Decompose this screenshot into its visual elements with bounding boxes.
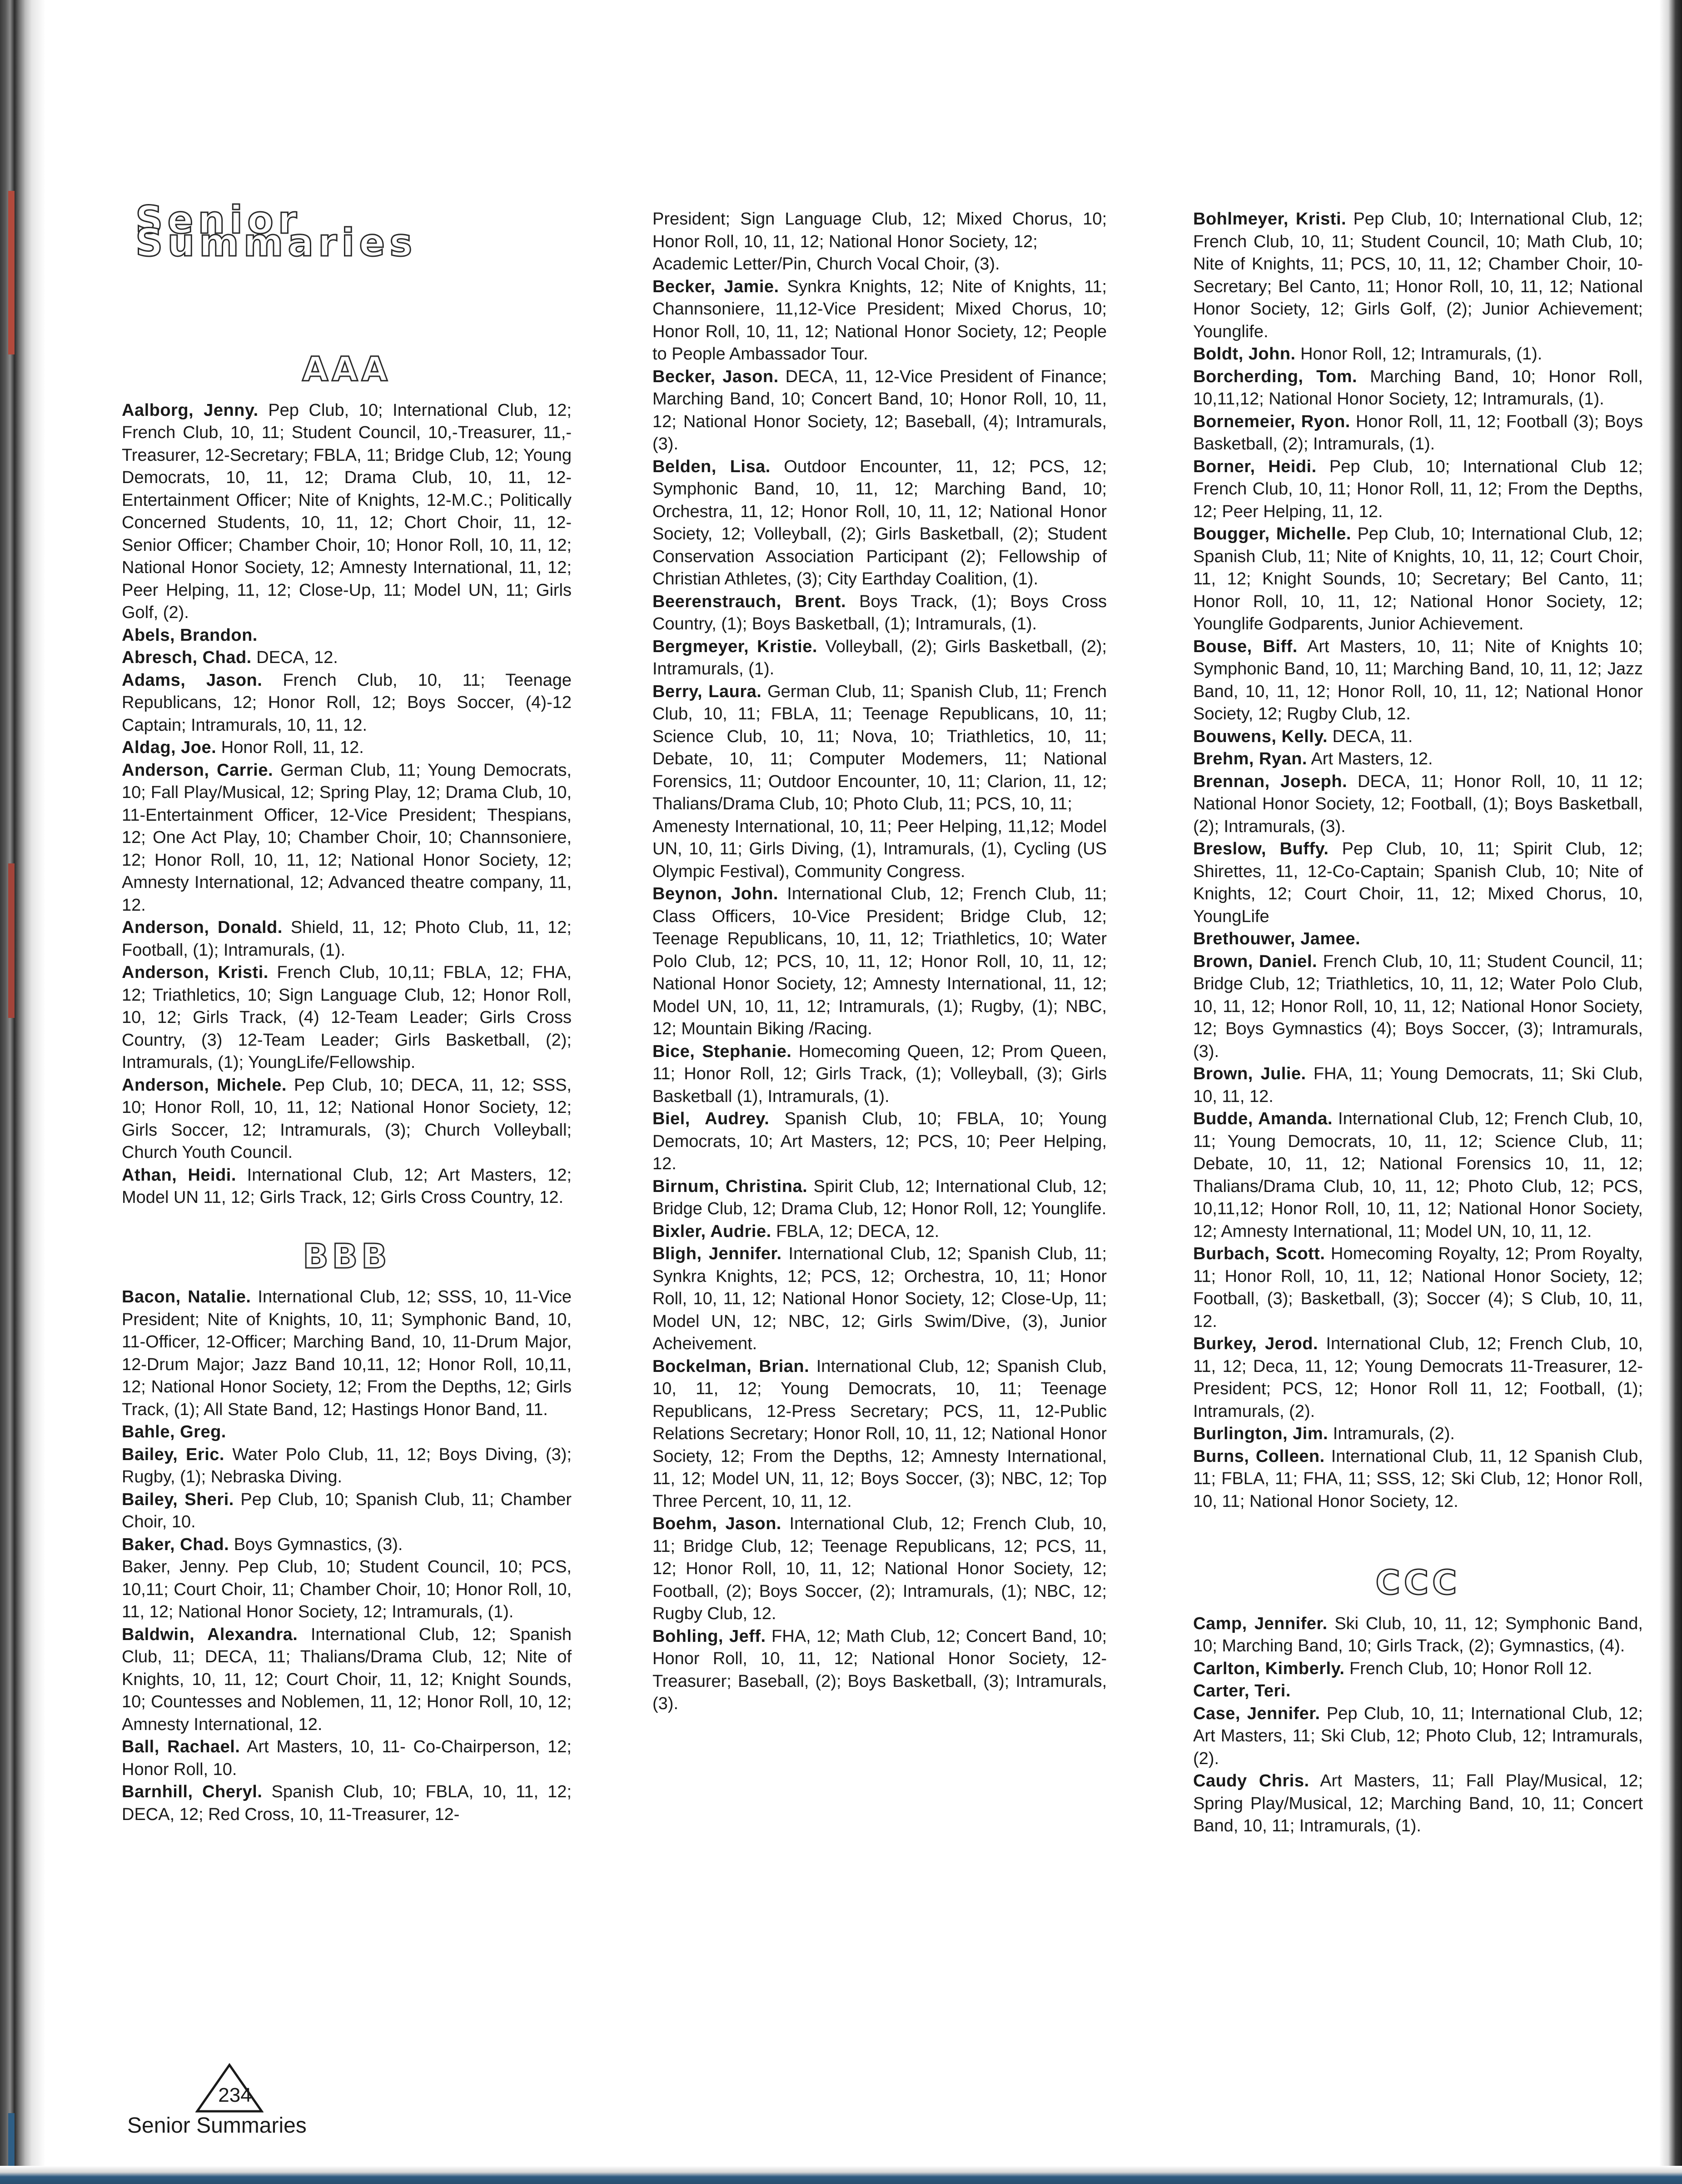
senior-name: Aalborg, Jenny. [122, 400, 259, 420]
senior-activities: Art Masters, 10, 11; Nite of Knights 10; Symphonic Band, 10, 11; Marching Band, 10, 11, 12; Jazz Band, 10, 11, 12; Honor Roll, 10, 11, 12; National Honor Society, 12; Rugby Club, 12. [1193, 637, 1643, 723]
senior-entry [122, 1736, 572, 1781]
senior-activities: Outdoor Encounter, 11, 12; PCS, 12; Symphonic Band, 10, 11, 12; Marching Band, 10; Orchestra, 11, 12; Honor Roll, 10, 11, 12; National Honor Society, 12; Volleyball, (2); Girls Basketball, (2); Student Conservation Association Participant (2); Fellowship of Christian Athletes, (3); City Earthday Coalition, (1). [652, 457, 1107, 588]
senior-entry [122, 669, 572, 737]
senior-entry [122, 1421, 572, 1444]
senior-activities: German Club, 11; Spanish Club, 11; French Club, 10, 11; FBLA, 11; Teenage Republicans, 10, 11; Science Club, 10, 11; Nova, 10; Triathletics, 10, 11; Debate, 10, 11; Computer Modemers, 11; National Forensics, 11; Outdoor Encounter, 10, 11; Clarion, 11, 12; Thalians/Drama Club, 10; Photo Club, 11; PCS, 10, 11; [652, 682, 1107, 813]
section-heading-bbb: BBB [303, 1237, 391, 1276]
senior-entry [122, 1781, 572, 1826]
column-3 [1193, 208, 1643, 1838]
senior-entry [122, 1489, 572, 1534]
senior-name: Brehm, Ryan. [1193, 749, 1307, 768]
senior-entry [122, 647, 572, 669]
senior-entry [122, 1444, 572, 1489]
senior-activities: International Club, 12; SSS, 10, 11-Vice President; Nite of Knights, 10, 11; Symphonic Band, 10, 11-Officer, 12-Officer; Marching Band, 10, 11-Drum Major, 12-Drum Major; Jazz Band 10,11, 12; Honor Roll, 10,11, 12; National Honor Society, 12; From the Depths, 12; Girls Track, (1); All State Band, 12; Hastings Honor Band, 11. [122, 1287, 572, 1419]
senior-name: Boldt, John. [1193, 344, 1296, 364]
senior-entry [652, 1176, 1107, 1221]
senior-name: Camp, Jennifer. [1193, 1614, 1328, 1633]
senior-name: Berry, Laura. [652, 682, 762, 701]
senior-activities: Spirit Club, 12; International Club, 12; Bridge Club, 12; Drama Club, 12; Honor Roll, 12; Younglife. [652, 1177, 1107, 1218]
senior-entry [652, 816, 1107, 883]
senior-name: Bornemeier, Ryon. [1193, 412, 1350, 431]
senior-name: Ball, Rachael. [122, 1737, 240, 1756]
senior-entry [1193, 838, 1643, 928]
senior-name: Borcherding, Tom. [1193, 367, 1358, 386]
senior-name: Bice, Stephanie. [652, 1042, 792, 1061]
senior-activities: DECA, 12. [251, 648, 338, 667]
senior-name: Abels, Brandon. [122, 625, 258, 645]
senior-activities: French Club, 10,11; FBLA, 12; FHA, 12; Triathletics, 10; Sign Language Club, 12; Honor Roll, 10, 12; Girls Track, (4) 12-Team Leader; Girls Cross Country, (3) 12-Team Leader; Girls Basketball, (2); Intramurals, (1); YoungLife/Fellowship. [122, 963, 572, 1072]
senior-name: Aldag, Joe. [122, 738, 217, 757]
page-right-edge [1659, 0, 1682, 2184]
senior-name: Athan, Heidi. [122, 1165, 236, 1185]
senior-name: Baker, Chad. [122, 1535, 229, 1554]
senior-activities: FBLA, 12; DECA, 12. [771, 1222, 940, 1241]
senior-activities: Boys Gymnastics, (3). [229, 1535, 403, 1554]
senior-activities: DECA, 11. [1328, 727, 1413, 746]
entries-bbb-col1 [122, 1286, 572, 1826]
senior-activities: Pep Club, 10; International Club 12; French Club, 10, 11; Honor Roll, 11, 12; From the Depths, 12; Peer Helping, 11, 12. [1193, 457, 1643, 521]
senior-activities: Marching Band, 10; Honor Roll, 10,11,12; National Honor Society, 12; Intramurals, (1). [1193, 367, 1643, 409]
senior-entry [122, 399, 572, 624]
senior-name: Belden, Lisa. [652, 457, 771, 476]
senior-entry [1193, 1243, 1643, 1333]
senior-activities: DECA, 11, 12-Vice President of Finance; Marching Band, 10; Concert Band, 10; Honor Roll, 10, 11, 12; National Honor Society, 12; Baseball, (4); Intramurals, (3). [652, 367, 1107, 454]
senior-entry [652, 456, 1107, 591]
senior-activities: Shield, 11, 12; Photo Club, 11, 12; Football, (1); Intramurals, (1). [122, 918, 572, 960]
senior-entry [1193, 1333, 1643, 1423]
senior-entry [1193, 951, 1643, 1063]
entries-bbb-col3 [1193, 208, 1643, 1513]
senior-name: Bailey, Eric. [122, 1445, 224, 1464]
senior-activities: Spanish Club, 10; FBLA, 10, 11, 12; DECA, 12; Red Cross, 10, 11-Treasurer, 12- [122, 1782, 572, 1824]
senior-entry [1193, 1703, 1643, 1770]
senior-activities: International Club, 11, 12 Spanish Club, 11; FBLA, 11; FHA, 11; SSS, 12; Ski Club, 12; Honor Roll, 10, 11; National Honor Society, 12. [1193, 1446, 1643, 1511]
senior-name: Boehm, Jason. [652, 1514, 781, 1533]
senior-entry [652, 636, 1107, 681]
senior-activities: International Club, 12; French Club, 10, 11; Young Democrats, 10, 11, 12; Science Club, 11; Debate, 10, 11, 12; National Forensics 10, 11, 12; Thalians/Drama Club, 10, 11, 12; Photo Club, 12; PCS, 10,11,12; Honor Roll, 10, 11, 12; National Honor Society, 12; Amnesty International, 11; Model UN, 10, 11, 12. [1193, 1109, 1643, 1241]
senior-activities: Art Masters, 11; Fall Play/Musical, 12; Spring Play/Musical, 12; Marching Band, 10, 11; Concert Band, 10, 11; Intramurals, (1). [1193, 1771, 1643, 1835]
senior-entry [1193, 411, 1643, 456]
column-1 [122, 198, 572, 1826]
senior-activities: Volleyball, (2); Girls Basketball, (2); Intramurals, (1). [652, 637, 1107, 678]
senior-entry [1193, 1613, 1643, 1658]
senior-entry [652, 883, 1107, 1041]
senior-name: Caudy Chris. [1193, 1771, 1309, 1790]
senior-name: Case, Jennifer. [1193, 1704, 1320, 1723]
senior-name: Bohlmeyer, Kristi. [1193, 209, 1347, 229]
senior-activities: Baker, Jenny. Pep Club, 10; Student Council, 10; PCS, 10,11; Court Choir, 11; Chamber Choir, 10; Honor Roll, 10, 11, 12; National Honor Society, 12; Intramurals, (1). [122, 1557, 572, 1621]
senior-name: Becker, Jason. [652, 367, 779, 386]
footer-label: Senior Summaries [127, 2114, 307, 2138]
senior-name: Breslow, Buffy. [1193, 839, 1329, 858]
senior-name: Brethouwer, Jamee. [1193, 929, 1361, 948]
senior-entry [1193, 1658, 1643, 1680]
section-heading-aaa: AAA [302, 350, 391, 389]
senior-activities: President; Sign Language Club, 12; Mixed Chorus, 10; Honor Roll, 10, 11, 12; National Honor Society, 12; [652, 209, 1107, 251]
senior-entry [1193, 456, 1643, 524]
senior-name: Bailey, Sheri. [122, 1490, 234, 1509]
senior-name: Beerenstrauch, Brent. [652, 592, 846, 611]
senior-entry [652, 253, 1107, 276]
senior-activities: Academic Letter/Pin, Church Vocal Choir, (3). [652, 254, 1000, 274]
senior-entry [652, 1221, 1107, 1243]
senior-activities: International Club, 12; French Club, 10, 11; Bridge Club, 12; Teenage Republicans, 12; PCS, 11, 12; Honor Roll, 10, 11, 12; National Honor Society, 12; Football, (2); Boys Soccer, (2); Intramurals, (1); NBC, 12; Rugby Club, 12. [652, 1514, 1107, 1623]
senior-entry [122, 1624, 572, 1736]
senior-activities: Amenesty International, 10, 11; Peer Helping, 11,12; Model UN, 10, 11; Girls Diving, (1), Intramurals, (1), Cycling (US Olympic Festival), Community Congress. [652, 817, 1107, 881]
senior-name: Brown, Julie. [1193, 1064, 1306, 1083]
senior-entry [1193, 1108, 1643, 1243]
senior-entry [652, 1041, 1107, 1108]
senior-entry [652, 1108, 1107, 1176]
senior-name: Bacon, Natalie. [122, 1287, 251, 1306]
senior-entry [1193, 523, 1643, 636]
senior-entry [122, 1534, 572, 1556]
page-bottom-edge [0, 2166, 1682, 2184]
senior-name: Budde, Amanda. [1193, 1109, 1333, 1128]
senior-name: Burbach, Scott. [1193, 1244, 1325, 1263]
senior-entry [1193, 366, 1643, 411]
senior-activities: Ski Club, 10, 11, 12; Symphonic Band, 10; Marching Band, 10; Girls Track, (2); Gymnastics, (4). [1193, 1614, 1643, 1655]
binding-stripe [8, 863, 15, 1018]
senior-name: Anderson, Kristi. [122, 963, 269, 982]
senior-entry [122, 1164, 572, 1209]
senior-name: Burkey, Jerod. [1193, 1334, 1319, 1353]
senior-name: Bixler, Audrie. [652, 1222, 771, 1241]
binding-stripe [8, 191, 15, 354]
senior-entry [652, 208, 1107, 253]
senior-name: Biel, Audrey. [652, 1109, 770, 1128]
entries-aaa [122, 399, 572, 1209]
senior-name: Bouwens, Kelly. [1193, 727, 1328, 746]
senior-name: Bohling, Jeff. [652, 1626, 766, 1646]
senior-name: Bergmeyer, Kristie. [652, 637, 817, 656]
senior-name: Bougger, Michelle. [1193, 524, 1351, 544]
senior-name: Anderson, Michele. [122, 1075, 287, 1095]
senior-name: Anderson, Donald. [122, 918, 283, 937]
senior-activities: FHA, 11; Young Democrats, 11; Ski Club, 10, 11, 12. [1193, 1064, 1643, 1106]
entries-bbb-col2 [652, 208, 1107, 1715]
senior-entry [1193, 748, 1643, 771]
senior-entry [122, 962, 572, 1074]
senior-entry [1193, 1423, 1643, 1446]
senior-activities: French Club, 10; Honor Roll 12. [1344, 1659, 1592, 1678]
senior-activities: DECA, 11; Honor Roll, 10, 11 12; National Honor Society, 12; Football, (1); Boys Basketball, (2); Intramurals, (3). [1193, 772, 1643, 836]
senior-entry [122, 1074, 572, 1164]
senior-entry [652, 591, 1107, 636]
senior-entry [1193, 343, 1643, 366]
senior-activities: Pep Club, 10; International Club, 12; French Club, 10, 11; Student Council, 10; Math Club, 10; Nite of Knights, 11; PCS, 10, 11, 12; Chamber Choir, 10-Secretary; Bel Canto, 11; Honor Roll, 10, 11, 12; National Honor Society, 12; Girls Golf, (2); Junior Achievement; Younglife. [1193, 209, 1643, 341]
senior-activities: German Club, 11; Young Democrats, 10; Fall Play/Musical, 12; Spring Play, 12; Drama Club, 10, 11-Entertainment Officer, 12-Vice President; Thespians, 12; One Act Play, 10; Chamber Choir, 10; Channsoniere, 12; Honor Roll, 10, 11, 12; National Honor Society, 12; Amnesty International, 12; Advanced theatre company, 11, 12. [122, 760, 572, 915]
senior-name: Borner, Heidi. [1193, 457, 1317, 476]
senior-entry [652, 366, 1107, 456]
senior-name: Brennan, Joseph. [1193, 772, 1348, 791]
entries-ccc [1193, 1613, 1643, 1838]
senior-activities: French Club, 10, 11; Student Council, 11; Bridge Club, 12; Triathletics, 10, 11, 12; Water Polo Club, 10, 11, 12; Honor Roll, 10, 11, 12; National Honor Society, 12; Boys Gymnastics (4); Boys Soccer, (3); Intramurals, (3). [1193, 952, 1643, 1061]
page-number: 234 [218, 2084, 252, 2106]
senior-entry [1193, 1680, 1643, 1703]
senior-activities: Pep Club, 10; International Club, 12; French Club, 10, 11; Student Council, 10,-Treasurer, 11,-Treasurer, 12-Secretary; FBLA, 11; Bridge Club, 12; Young Democrats, 10, 11, 12; Drama Club, 10, 11, 12-Entertainment Officer; Nite of Knights, 12-M.C.; Politically Concerned Students, 10, 11, 12; Chort Choir, 11, 12-Senior Officer; Chamber Choir, 10; Honor Roll, 10, 11, 12; National Honor Society, 12; Amnesty International, 11, 12; Peer Helping, 11, 12; Close-Up, 11; Model UN, 11; Girls Golf, (2). [122, 400, 572, 622]
senior-activities: Synkra Knights, 12; Nite of Knights, 11; Channsoniere, 11,12-Vice President; Mixed Chorus, 10; Honor Roll, 10, 11, 12; National Honor Society, 12; People to People Ambassador Tour. [652, 277, 1107, 364]
senior-activities: Art Masters, 10, 11- Co-Chairperson, 12; Honor Roll, 10. [122, 1737, 572, 1779]
senior-activities: Intramurals, (2). [1328, 1424, 1455, 1443]
senior-name: Carter, Teri. [1193, 1681, 1291, 1700]
senior-name: Adams, Jason. [122, 670, 263, 690]
senior-entry [652, 1626, 1107, 1715]
senior-activities: Boys Track, (1); Boys Cross Country, (1); Boys Basketball, (1); Intramurals, (1). [652, 592, 1107, 633]
senior-name: Bahle, Greg. [122, 1422, 226, 1441]
senior-entry [1193, 726, 1643, 748]
senior-activities: International Club, 12; Art Masters, 12; Model UN 11, 12; Girls Track, 12; Girls Cross Country, 12. [122, 1165, 572, 1207]
senior-activities: Pep Club, 10; International Club, 12; Spanish Club, 11; Nite of Knights, 10, 11, 12; Court Choir, 11, 12; Knight Sounds, 10; Secretary; Bel Canto, 11; Honor Roll, 10, 11, 12; National Honor Society, 12; Younglife Godparents, Junior Achievement. [1193, 524, 1643, 633]
senior-entry [122, 759, 572, 917]
senior-activities: International Club, 12; French Club, 10, 11, 12; Deca, 11, 12; Young Democrats 11-Treasurer, 12-President; PCS, 12; Honor Roll 11, 12; Football, (1); Intramurals, (2). [1193, 1334, 1643, 1421]
senior-activities: International Club, 12; Spanish Club, 10, 11, 12; Young Democrats, 10, 11; Teenage Republicans, 12-Press Secretary; PCS, 11, 12-Public Relations Secretary; Honor Roll, 10, 11, 12; National Honor Society, 12; From the Depths, 12; Amnesty International, 11, 12; Model UN, 11, 12; Boys Soccer, (3); NBC, 12; Top Three Percent, 10, 11, 12. [652, 1356, 1107, 1511]
senior-entry [1193, 771, 1643, 838]
senior-entry [652, 1243, 1107, 1356]
senior-activities: Honor Roll, 11, 12. [216, 738, 364, 757]
senior-activities: Art Masters, 12. [1307, 749, 1433, 768]
senior-activities: Pep Club, 10, 11; Spirit Club, 12; Shirettes, 11, 12-Co-Captain; Spanish Club, 10; Nite of Knights, 12; Court Choir, 11, 12; Mixed Chorus, 10, YoungLife [1193, 839, 1643, 926]
senior-name: Burns, Colleen. [1193, 1446, 1325, 1466]
senior-activities: French Club, 10, 11; Teenage Republicans, 12; Honor Roll, 12; Boys Soccer, (4)-12 Captain; Intramurals, 10, 11, 12. [122, 670, 572, 735]
senior-activities: Pep Club, 10, 11; International Club, 12; Art Masters, 11; Ski Club, 12; Photo Club, 12; Intramurals, (2). [1193, 1704, 1643, 1768]
senior-name: Bockelman, Brian. [652, 1356, 810, 1376]
senior-activities: Pep Club, 10; Spanish Club, 11; Chamber Choir, 10. [122, 1490, 572, 1531]
senior-entry [1193, 208, 1643, 343]
senior-name: Birnum, Christina. [652, 1177, 808, 1196]
senior-name: Beynon, John. [652, 884, 778, 903]
senior-name: Barnhill, Cheryl. [122, 1782, 263, 1801]
page-folio [127, 2063, 307, 2168]
senior-name: Carlton, Kimberly. [1193, 1659, 1345, 1678]
senior-activities: Honor Roll, 11, 12; Football (3); Boys Basketball, (2); Intramurals, (1). [1193, 412, 1643, 454]
senior-name: Becker, Jamie. [652, 277, 779, 296]
senior-name: Anderson, Carrie. [122, 760, 274, 780]
senior-name: Bligh, Jennifer. [652, 1244, 782, 1263]
page-title: Senior Summaries [135, 198, 417, 265]
senior-activities: Honor Roll, 12; Intramurals, (1). [1295, 344, 1543, 364]
senior-activities: FHA, 12; Math Club, 12; Concert Band, 10; Honor Roll, 10, 11, 12; National Honor Society, 12-Treasurer; Baseball, (2); Boys Basketball, (3); Intramurals, (3). [652, 1626, 1107, 1713]
senior-entry [652, 1513, 1107, 1626]
senior-activities: Spanish Club, 10; FBLA, 10; Young Democrats, 10; Art Masters, 12; PCS, 10; Peer Helping, 12. [652, 1109, 1107, 1173]
senior-entry [122, 1286, 572, 1421]
senior-entry [652, 276, 1107, 366]
senior-entry [122, 737, 572, 759]
senior-entry [122, 624, 572, 647]
senior-activities: Water Polo Club, 11, 12; Boys Diving, (3); Rugby, (1); Nebraska Diving. [122, 1445, 572, 1486]
senior-name: Abresch, Chad. [122, 648, 252, 667]
senior-activities: International Club, 12; French Club, 11; Class Officers, 10-Vice President; Bridge Club, 12; Teenage Republicans, 10, 11, 12; Triathletics, 10; Water Polo Club, 12; PCS, 10, 11, 12; Honor Roll, 10, 11, 12; National Honor Society, 12; Amnesty International, 11, 12; Model UN, 10, 11, 12; Intramurals, (1); Rugby, (1); NBC, 12; Mountain Biking /Racing. [652, 884, 1107, 1038]
senior-name: Burlington, Jim. [1193, 1424, 1329, 1443]
senior-entry [1193, 1446, 1643, 1513]
senior-activities: International Club, 12; Spanish Club, 11; Synkra Knights, 12; PCS, 12; Orchestra, 10, 11; Honor Roll, 10, 11, 12; National Honor Society, 12; Close-Up, 11; Model UN, 12; NBC, 12; Girls Swim/Dive, (3), Junior Acheivement. [652, 1244, 1107, 1353]
senior-activities: International Club, 12; Spanish Club, 11; DECA, 11; Thalians/Drama Club, 12; Nite of Knights, 10, 11, 12; Court Choir, 11, 12; Knight Sounds, 10; Countesses and Noblemen, 11, 12; Honor Roll, 10, 12; Amnesty International, 12. [122, 1625, 572, 1734]
senior-entry [1193, 636, 1643, 726]
section-heading-ccc: CCC [1375, 1563, 1461, 1602]
senior-name: Bouse, Biff. [1193, 637, 1298, 656]
senior-entry [652, 1356, 1107, 1513]
page-binding [0, 0, 50, 2184]
senior-activities: Homecoming Royalty, 12; Prom Royalty, 11; Honor Roll, 10, 11, 12; National Honor Society, 12; Football, (3); Basketball, (3); Soccer (4); S Club, 10, 11, 12. [1193, 1244, 1643, 1331]
senior-entry [1193, 1063, 1643, 1108]
column-2 [652, 208, 1107, 1715]
senior-entry [652, 681, 1107, 816]
senior-name: Baldwin, Alexandra. [122, 1625, 298, 1644]
senior-entry [122, 917, 572, 962]
senior-activities: Homecoming Queen, 12; Prom Queen, 11; Honor Roll, 12; Girls Track, (1); Volleyball, (3); Girls Basketball (1), Intramurals, (1). [652, 1042, 1107, 1106]
senior-name: Brown, Daniel. [1193, 952, 1318, 971]
senior-entry [1193, 1770, 1643, 1838]
senior-activities: Pep Club, 10; DECA, 11, 12; SSS, 10; Honor Roll, 10, 11, 12; National Honor Society, 12; Girls Soccer, 12; Intramurals, (3); Church Volleyball; Church Youth Council. [122, 1075, 572, 1162]
senior-entry [122, 1556, 572, 1624]
senior-entry [1193, 928, 1643, 951]
